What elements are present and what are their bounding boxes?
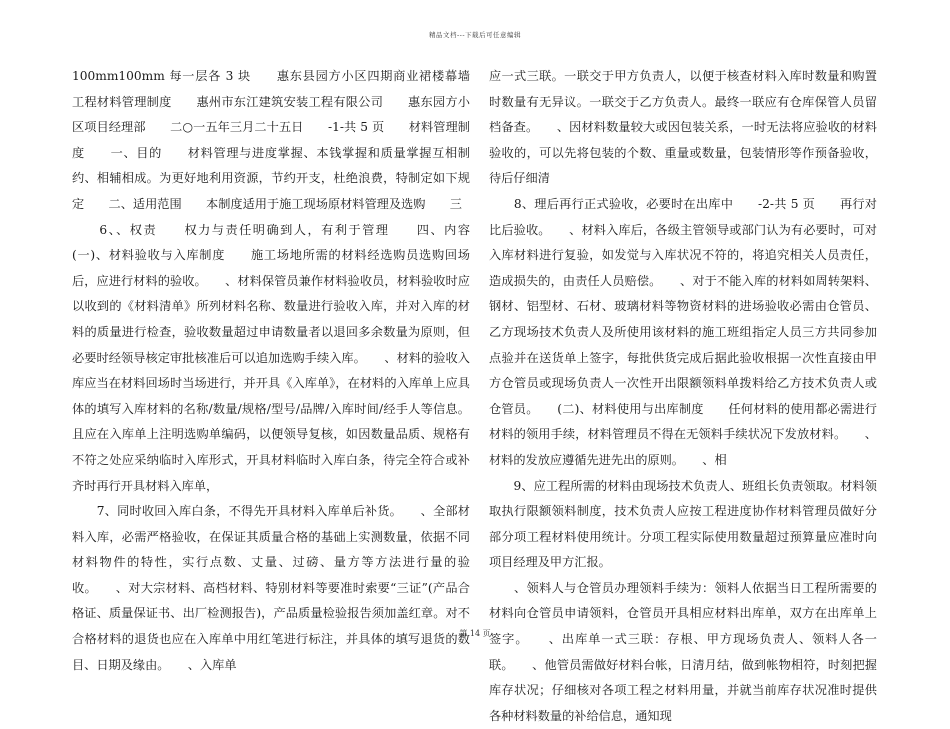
right-paragraph-1: 应一式三联。一联交于甲方负责人，以便于核查材料入库时数量和购置时数量有无异议。一联交于乙方负责人。最终一联应有仓库保管人员留档备查。 、因材料数量较大或因包装关系，一时无法将应验收的材料验收的，可以先将包装的个数、重量或数量，包装情形等作预备验收，待后仔细清 xyxy=(489,69,877,186)
right-paragraph-3: 9、应工程所需的材料由现场技术负责人、班组长负责领取。材料领取执行限额领料制度，技术负责人应按工程进度协作材料管理员做好分部分项工程材料使用统计。分项工程实际使用数量超过预算量应准时向项目经理及甲方汇报。 xyxy=(489,478,877,570)
page-header: 精品文档---下载后可任意编辑 xyxy=(428,31,522,39)
left-paragraph-3: 7、同时收回入库白条，不得先开具材料入库单后补货。 、全部材料入库，必需严格验收，在保证其质量合格的基础上实测数量，依据不同材料物件的特性，实行点数、丈量、过磅、量方等方法进行量的验收。 、对大宗材料、高档材料、特别材料等要准时索要“三证”(产品合格证、质量保证书、出厂检测报告)，产品质量检验报告须加盖红章。对不合格材料的退货也应在入库单中用红笔进行标注，并具体的填写退货的数目、日期及缘由。 、入库单 xyxy=(72,504,470,672)
right-paragraph-4: 、领料人与仓管员办理领料手续为：领料人依据当日工程所需要的材料向仓管员申请领料，仓管员开具相应材料出库单，双方在出库单上签字。 、出库单一式三联：存根、甲方现场负责人、领料人各一联。 、他管员需做好材料台帐，日清月结，做到帐物相符，时刻把握库存状况；仔细核对各项工程之材料用量，并就当前库存状况准时提供各种材料数量的补给信息，通知现 xyxy=(489,580,877,723)
page-number: 第 14 页 xyxy=(459,629,491,638)
left-paragraph-2: 6、、权责 权力与责任明确到人，有利于管理 四、内容 (一)、材料验收与入库制度 施工场地所需的材料经选购员选购回场后，应进行材料的验收。 、材料保管员兼作材料验收员，材料验收时应以收到的《材料清单》所列材料名称、数量进行验收入库，并对入库的材料的质量进行检查，验收数量超过申请数量者以退回多余数量为原则，但必要时经领导核定审批核准后可以追加选购手续入库。 、材料的验收入库应当在材料回场时当场进行，并开具《入库单》，在材料的入库单上应具体的填写入库材料的名称/数量/规格/型号/品牌/入库时间/经手人等信息。且应在入库单上注明选购单编码，以便领导复核，如因数量品质、规格有不符之处应采纳临时入库形式，开具材料临时入库白条，待完全符合或补齐时再行开具材料入库单， xyxy=(72,222,495,493)
right-paragraph-2: 8、理后再行正式验收，必要时在出库中 -2-共 5 页 再行对比后验收。 、材料入库后，各级主管领导或部门认为有必要时，可对入库材料进行复验，如发觉与入库状况不符的，将追究相关人员责任，造成损失的，由责任人员赔偿。 、对于不能入库的材料如周转架料、钢材、铝型材、石材、玻璃材料等物资材料的进场验收必需由仓管员、乙方现场技术负责人及所使用该材料的施工班组指定人员三方共同参加点验并在送货单上签字，每批供货完成后据此验收根据一次性直接由甲方仓管员或现场负责人一次性开出限额领料单拨料给乙方技术负责人或仓管员。 (二)、材料使用与出库制度 任何材料的使用都必需进行材料的领用手续，材料管理员不得在无领料手续状况下发放材料。 、材料的发放应遵循先进先出的原则。 、相 xyxy=(489,196,877,467)
left-paragraph-1: 100mm100mm 每一层各 3 块 惠东县园方小区四期商业裙楼幕墙 工程材料管理制度 惠州市东江建筑安装工程有限公司 惠东园方小区项目经理部 二○一五年三月二十五日 -1-共 5 页 材料管理制度 一、目的 材料管理与进度掌握、本钱掌握和质量掌握互相制约、相辅相成。为更好地利用资源，节约开支，杜绝浪费，特制定如下规定 二、适用范围 本制度适用于施工现场原材料管理及选购 三 xyxy=(72,69,495,211)
